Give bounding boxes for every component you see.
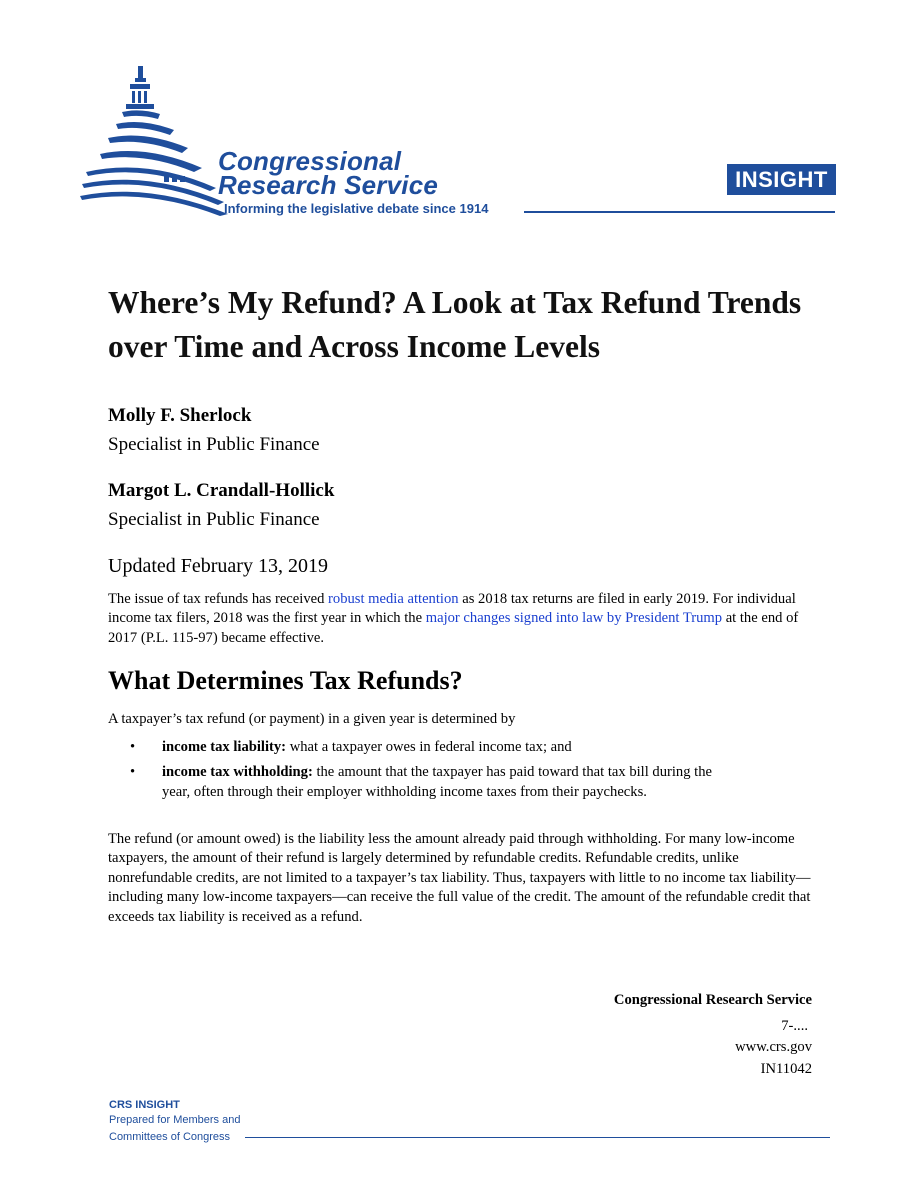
bullet-term: income tax withholding: — [162, 764, 313, 781]
refund-paragraph: The refund (or amount owed) is the liability less the amount already paid through withholding. For many low-income taxpayers, the amount of their refund is largely determined by refundable credits. Refundable credits, unlike nonrefundable credits, are not limited to a taxpayer’s tax liability. Thus, taxpayers with little to no income tax liability—including many low-income taxpayers—can receive the full value of the credit. The amount of the refundable credit that exceeds tax liability is received as a refund. — [108, 831, 811, 925]
service-url: www.crs.gov — [735, 1039, 812, 1055]
footer-label: CRS INSIGHT — [109, 1099, 180, 1111]
author-role: Specialist in Public Finance — [108, 509, 320, 530]
org-name-line1: Congressional — [218, 146, 402, 176]
author-name: Margot L. Crandall-Hollick — [108, 480, 335, 501]
intro-text: as 2018 tax returns are filed in early 2019. For individual income tax filers, 2018 was the first year in which the — [108, 591, 796, 627]
section-intro: A taxpayer’s tax refund (or payment) in a given year is determined by — [108, 711, 516, 727]
service-name: Congressional Research Service — [613, 992, 812, 1008]
footer-prepared: Prepared for Members and — [109, 1114, 241, 1126]
bullet-list — [130, 738, 730, 808]
bullet-icon: • — [130, 739, 136, 755]
header-divider — [524, 211, 835, 213]
list-item — [130, 738, 730, 757]
document-title: Where’s My Refund? A Look at Tax Refund Trends over Time and Across Income Levels — [108, 285, 802, 364]
intro-paragraph — [108, 590, 813, 648]
bullet-text: what a taxpayer owes in federal income tax; and — [286, 739, 572, 755]
major-changes-link[interactable]: major changes signed into law by President Trump — [425, 610, 723, 627]
intro-text: The issue of tax refunds has received — [108, 591, 329, 607]
insight-badge: INSIGHT — [727, 164, 836, 195]
author-role: Specialist in Public Finance — [108, 434, 320, 455]
footer-divider — [245, 1137, 830, 1138]
org-name-line2: Research Service — [218, 170, 439, 200]
bullet-term: income tax liability: — [162, 739, 287, 755]
bullet-text: the amount that the taxpayer has paid toward that tax bill during the year, often through their employer withholding income taxes from their paychecks. — [162, 764, 713, 800]
intro-text: at the end of 2017 (P.L. 115-97) became effective. — [108, 610, 799, 646]
author-name: Molly F. Sherlock — [108, 405, 252, 426]
media-attention-link[interactable]: robust media attention — [328, 591, 459, 607]
bullet-icon: • — [130, 764, 136, 781]
capitol-dome-logo-icon — [78, 64, 228, 216]
service-code: 7-.... — [781, 1018, 808, 1034]
product-id: IN11042 — [760, 1061, 812, 1077]
updated-date: Updated February 13, 2019 — [108, 555, 328, 577]
footer-committees: Committees of Congress — [109, 1131, 231, 1143]
section-heading: What Determines Tax Refunds? — [108, 666, 463, 695]
list-item — [130, 763, 730, 802]
org-tagline: Informing the legislative debate since 1914 — [224, 201, 489, 216]
